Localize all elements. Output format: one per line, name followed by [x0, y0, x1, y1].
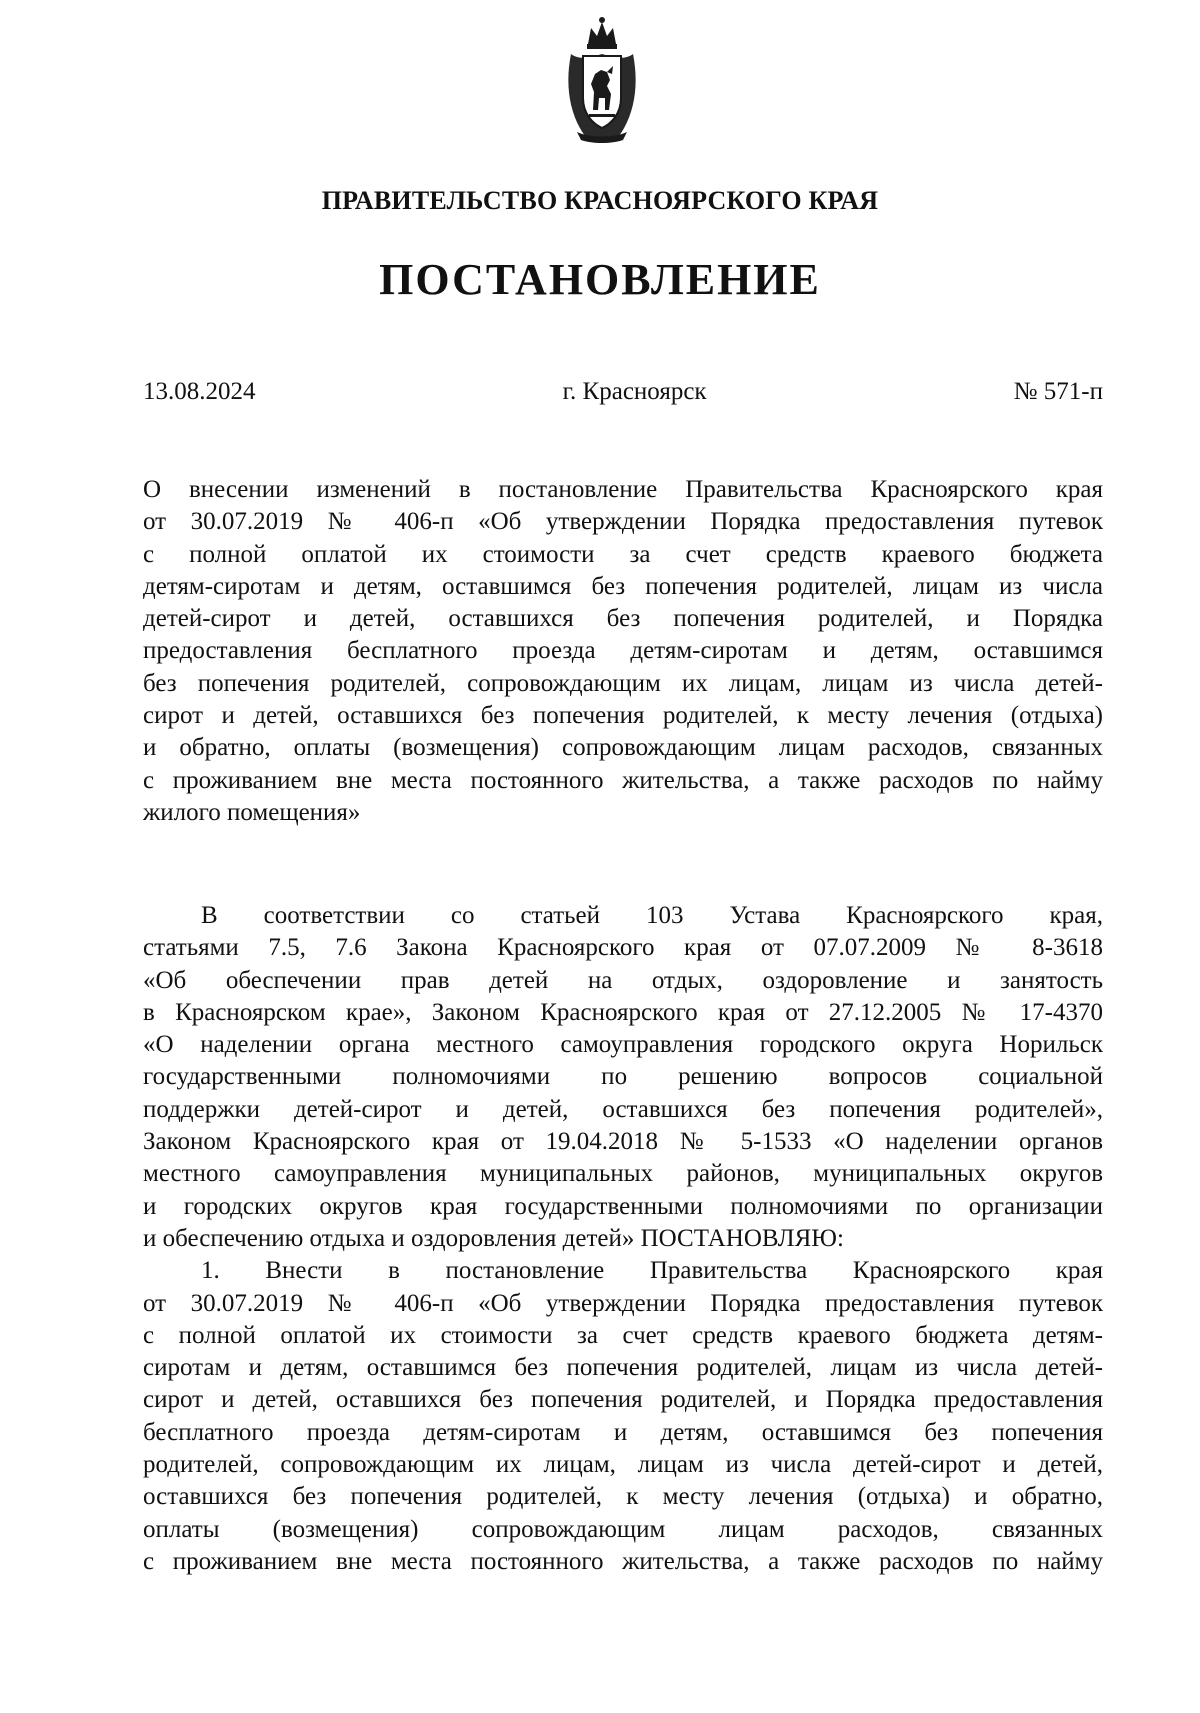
text-line: с проживанием вне места постоянного жительства, а также расходов по найму — [143, 1547, 1103, 1575]
krasnoyarsk-krai-coat-of-arms-icon — [563, 14, 641, 144]
text-line: с проживанием вне места постоянного жительства, а также расходов по найму — [143, 766, 1103, 794]
text-line: государственными полномочиями по решению вопросов социальной — [143, 1063, 1103, 1091]
text-line: без попечения родителей, сопровождающим их лицам, лицам из числа детей- — [143, 669, 1103, 697]
text-line: и обратно, оплаты (возмещения) сопровождающим лицам расходов, связанных — [143, 734, 1103, 762]
document-subject — [143, 474, 1103, 829]
text-line: от 30.07.2019 № 406-п «Об утверждении Порядка предоставления путевок — [143, 508, 1103, 536]
text-line: 1. Внести в постановление Правительства Красноярского края — [201, 1257, 1103, 1285]
text-line: предоставления бесплатного проезда детям-сиротам и детям, оставшимся — [143, 637, 1103, 665]
text-line: жилого помещения» — [143, 798, 361, 826]
text-line: и городских округов края государственными полномочиями по организации — [143, 1192, 1103, 1220]
text-line: оплаты (возмещения) сопровождающим лицам расходов, связанных — [143, 1515, 1103, 1543]
text-line: сиротам и детям, оставшимся без попечения родителей, лицам из числа детей- — [143, 1354, 1103, 1382]
text-line: местного самоуправления муниципальных районов, муниципальных округов — [143, 1160, 1103, 1188]
text-line: и обеспечению отдыха и оздоровления детей» ПОСТАНОВЛЯЮ: — [143, 1224, 844, 1252]
document-meta — [143, 378, 1103, 406]
text-line: родителей, сопровождающим их лицам, лицам из числа детей-сирот и детей, — [143, 1451, 1103, 1479]
organization-title: ПРАВИТЕЛЬСТВО КРАСНОЯРСКОГО КРАЯ — [321, 186, 879, 215]
text-line: «О наделении органа местного самоуправления городского округа Норильск — [143, 1031, 1103, 1059]
text-line: детей-сирот и детей, оставшихся без попечения родителей, и Порядка — [143, 605, 1103, 633]
text-line: поддержки детей-сирот и детей, оставшихся без попечения родителей», — [143, 1095, 1103, 1123]
text-line: с полной оплатой их стоимости за счет средств краевого бюджета — [143, 540, 1103, 568]
text-line: В соответствии со статьей 103 Устава Красноярского края, — [201, 902, 1103, 929]
text-line: детям-сиротам и детям, оставшимся без попечения родителей, лицам из числа — [143, 572, 1103, 600]
document-number: № 571-п — [1013, 378, 1103, 405]
text-line: в Красноярском крае», Законом Красноярского края от 27.12.2005 № 17-4370 — [143, 998, 1103, 1026]
text-line: от 30.07.2019 № 406-п «Об утверждении Порядка предоставления путевок — [143, 1289, 1103, 1317]
text-line: Законом Красноярского края от 19.04.2018 № 5-1533 «О наделении органов — [143, 1128, 1103, 1156]
document-body — [143, 900, 1103, 1578]
document-city: г. Красноярск — [562, 378, 707, 405]
text-line: с полной оплатой их стоимости за счет средств краевого бюджета детям- — [143, 1321, 1103, 1349]
document-date: 13.08.2024 — [143, 378, 256, 405]
text-line: «Об обеспечении прав детей на отдых, оздоровление и занятость — [143, 966, 1103, 994]
text-line: статьями 7.5, 7.6 Закона Красноярского края от 07.07.2009 № 8-3618 — [143, 934, 1103, 962]
text-line: бесплатного проезда детям-сиротам и детям, оставшимся без попечения — [143, 1418, 1103, 1446]
text-line: О внесении изменений в постановление Правительства Красноярского края — [143, 476, 1103, 503]
text-line: сирот и детей, оставшихся без попечения родителей, к месту лечения (отдыха) — [143, 702, 1103, 730]
document-type: ПОСТАНОВЛЕНИЕ — [379, 255, 821, 304]
text-line: сирот и детей, оставшихся без попечения родителей, и Порядка предоставления — [143, 1386, 1103, 1414]
text-line: оставшихся без попечения родителей, к месту лечения (отдыха) и обратно, — [143, 1483, 1103, 1511]
